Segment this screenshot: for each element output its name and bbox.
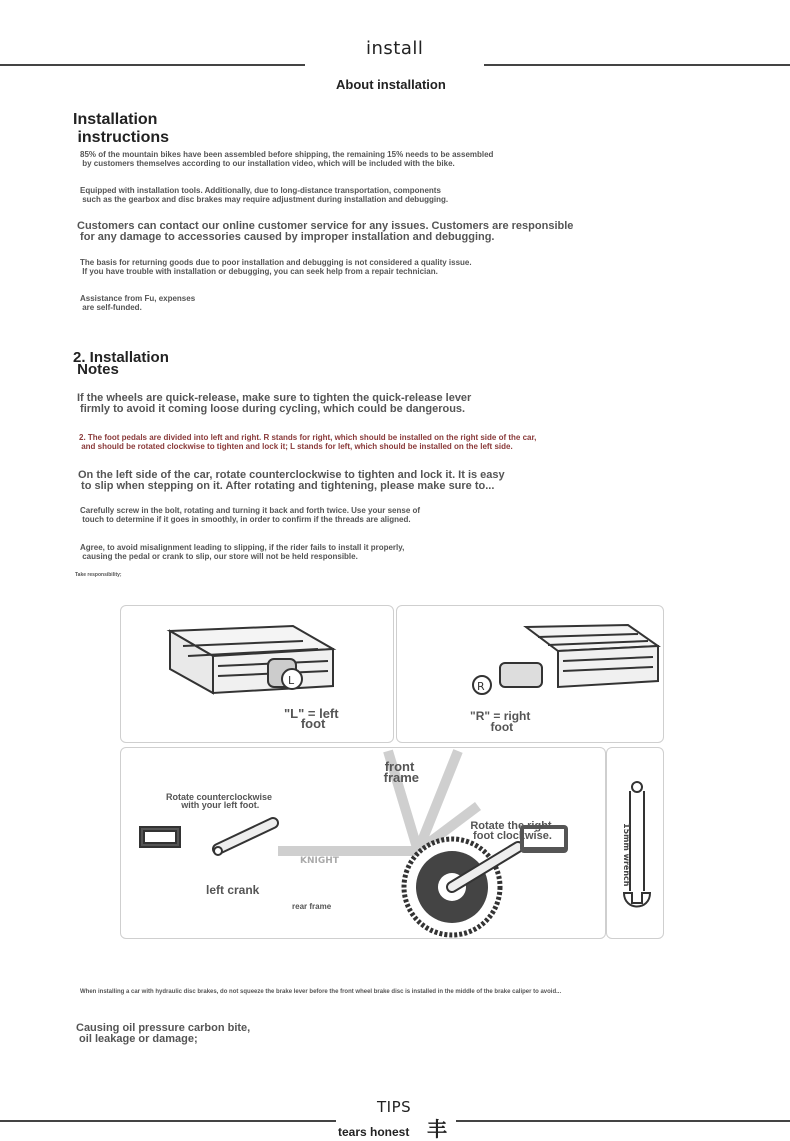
section2-paragraph-1: If the wheels are quick-release, make sure to tighten the quick-release lever firmly to avoid it coming loose during cycling, which could be dangerous. xyxy=(77,392,472,415)
installation-diagram xyxy=(118,601,670,941)
header-rule-right xyxy=(484,64,790,66)
page-subtitle: About installation xyxy=(336,77,446,92)
section1-paragraph-2: Equipped with installation tools. Additionally, due to long-distance transportation, components such as the gearbox and disc brakes may require adjustment during installation and debugging. xyxy=(80,186,449,204)
section2-paragraph-6: Take responsibility; xyxy=(75,572,122,578)
rotate-left-label: Rotate counterclockwise with your left foot. xyxy=(166,792,273,810)
svg-text:L: L xyxy=(288,674,295,687)
section1-paragraph-4: The basis for returning goods due to poor installation and debugging is not considered a quality issue. If you have trouble with installation or debugging, you can seek help from a repair technician. xyxy=(80,258,472,276)
section2-paragraph-4: Carefully screw in the bolt, rotating and turning it back and forth twice. Use your sense of touch to determine if it goes in smoothly, in order to confirm if the threads are aligned. xyxy=(80,506,421,524)
section2-paragraph-2: 2. The foot pedals are divided into left and right. R stands for right, which should be installed on the right side of the car, and should be rotated clockwise to tighten and lock it; L stands for left, which should be installed on the left side. xyxy=(79,433,537,451)
wrench-label: 15mm wrench xyxy=(622,823,631,887)
section1-paragraph-1: 85% of the mountain bikes have been assembled before shipping, the remaining 15% needs to be assembled by customers themselves according to our installation video, which will be included with the bike. xyxy=(80,150,494,168)
rotate-right-label: Rotate the right foot clockwise. xyxy=(470,820,552,842)
left-pedal-label: "L" = left foot xyxy=(284,706,339,731)
bike-frame-icon xyxy=(278,751,478,851)
svg-text:R: R xyxy=(477,680,485,693)
footer-rule-left xyxy=(0,1120,336,1122)
section1-paragraph-5: Assistance from Fu, expenses are self-funded. xyxy=(80,294,196,312)
page-title: install xyxy=(366,38,424,59)
frame-brand-text: KNIGHT xyxy=(300,856,339,866)
footer-brand: tears honest xyxy=(338,1125,410,1139)
front-frame-label: front frame xyxy=(383,759,420,785)
left-crank-label: left crank xyxy=(206,883,260,897)
section2-paragraph-5: Agree, to avoid misalignment leading to slipping, if the rider fails to install it properly, causing the pedal or crank to slip, our store will not be held responsible. xyxy=(80,543,405,561)
section1-heading: Installation instructions xyxy=(73,111,170,146)
left-pedal-icon xyxy=(170,626,333,693)
section2-paragraph-3: On the left side of the car, rotate counterclockwise to tighten and lock it. It is easy to slip when stepping on it. After rotating and tightening, please make sure to... xyxy=(78,469,505,492)
right-pedal-icon xyxy=(473,625,658,694)
brand-logo-icon: 丰 xyxy=(427,1117,447,1141)
footer-tips: TIPS xyxy=(377,1098,412,1116)
section1-paragraph-3: Customers can contact our online customer service for any issues. Customers are responsible for any damage to accessories caused by improper installation and debugging. xyxy=(77,220,574,243)
rear-frame-label: rear frame xyxy=(292,902,332,911)
section2-heading: 2. Installation Notes xyxy=(73,349,169,378)
footer-rule-right xyxy=(456,1120,790,1122)
right-pedal-label: "R" = right foot xyxy=(470,709,531,734)
header-rule-left xyxy=(0,64,305,66)
hydraulic-note: When installing a car with hydraulic disc brakes, do not squeeze the brake lever before the front wheel brake disc is installed in the middle of the brake caliper to avoid... xyxy=(80,989,562,995)
left-crank-icon xyxy=(140,823,273,855)
oil-note: Causing oil pressure carbon bite, oil leakage or damage; xyxy=(76,1022,251,1045)
